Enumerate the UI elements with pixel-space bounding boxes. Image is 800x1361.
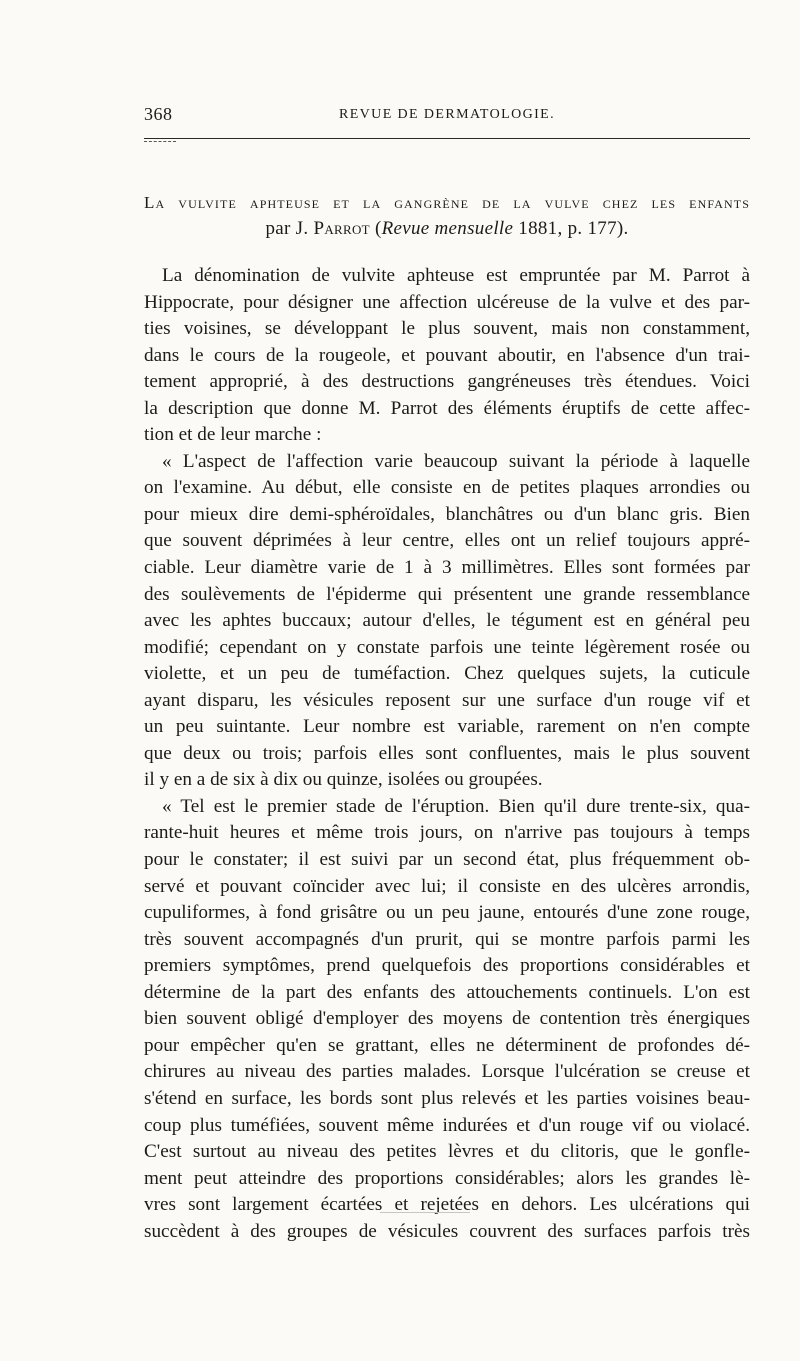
page-number: 368 <box>144 104 173 124</box>
text-line: que deux ou trois; parfois elles sont confluentes, mais le plus souvent <box>144 742 750 764</box>
text-line: succèdent à des groupes de vésicules couvrent des surfaces parfois très <box>144 1220 750 1242</box>
source-open: ( <box>369 218 382 239</box>
text-line: C'est surtout au niveau des petites lèvres et du clitoris, que le gonfle- <box>144 1141 750 1163</box>
header-rule <box>144 138 750 139</box>
author-name: Parrot <box>313 218 370 239</box>
text-line: bien souvent obligé d'employer des moyens de contention très énergiques <box>144 1008 750 1030</box>
text-line: coup plus tuméfiées, souvent même indurées et d'un rouge vif ou violacé. <box>144 1114 750 1136</box>
byline-prefix: par J. <box>265 218 314 239</box>
text-line: violette, et un peu de tuméfaction. Chez quelques sujets, la cuticule <box>144 663 750 685</box>
text-line: ment peut atteindre des proportions considérables; alors les grandes lè- <box>144 1167 750 1189</box>
text-line: la description que donne M. Parrot des éléments éruptifs de cette affec- <box>144 397 750 419</box>
header-rule-mark <box>144 141 176 142</box>
text-line: s'étend en surface, les bords sont plus relevés et les parties voisines beau- <box>144 1087 750 1109</box>
text-line: un peu suintante. Leur nombre est variable, rarement on n'en compte <box>144 716 750 738</box>
text-line: détermine de la part des enfants des attouchements continuels. L'on est <box>144 981 750 1003</box>
text-line: très souvent accompagnés d'un prurit, qui se montre parfois parmi les <box>144 928 750 950</box>
text-line: ties voisines, se développant le plus souvent, mais non constamment, <box>144 318 750 340</box>
text-line: servé et pouvant coïncider avec lui; il consiste en des ulcères arrondis, <box>144 875 750 897</box>
text-line: « Tel est le premier stade de l'éruption. Bien qu'il dure trente-six, qua- <box>162 795 750 817</box>
text-line: ayant disparu, les vésicules reposent sur une surface d'un rouge vif et <box>144 689 750 711</box>
article-title-line: La vulvite aphteuse et la gangrène de la vulve chez les enfants <box>144 193 750 212</box>
text-line: « L'aspect de l'affection varie beaucoup suivant la période à laquelle <box>162 450 750 472</box>
text-line: que souvent déprimées à leur centre, elles ont un relief toujours appré- <box>144 530 750 552</box>
text-line: modifié; cependant on y constate parfois une teinte légèrement rosée ou <box>144 636 750 658</box>
source-journal: Revue mensuelle <box>381 218 514 239</box>
text-line: avec les aphtes buccaux; autour d'elles, le tégument est en général peu <box>144 610 750 632</box>
text-line: ciable. Leur diamètre varie de 1 à 3 millimètres. Elles sont formées par <box>144 557 750 579</box>
text-line: on l'examine. Au début, elle consiste en de petites plaques arrondies ou <box>144 477 750 499</box>
text-line: premiers symptômes, prend quelquefois des proportions considérables et <box>144 955 750 977</box>
text-line: pour mieux dire demi-sphéroïdales, blanchâtres ou d'un blanc gris. Bien <box>144 503 750 525</box>
text-line: tion et de leur marche : <box>144 424 322 446</box>
text-line: chirures au niveau des parties malades. Lorsque l'ulcération se creuse et <box>144 1061 750 1083</box>
text-line: des soulèvements de l'épiderme qui présentent une grande ressemblance <box>144 583 750 605</box>
text-line: vres sont largement écartées et rejetées en dehors. Les ulcérations qui <box>144 1194 750 1216</box>
text-line: pour le constater; il est suivi par un second état, plus fréquemment ob- <box>144 849 750 871</box>
article-byline <box>144 216 750 242</box>
bottom-mark <box>380 1212 470 1213</box>
article-title <box>144 190 750 242</box>
text-line: rante-huit heures et même trois jours, on n'arrive pas toujours à temps <box>144 822 750 844</box>
source-details: 1881, p. 177). <box>513 218 629 239</box>
text-line: cupuliformes, à fond grisâtre ou un peu jaune, entourés d'une zone rouge, <box>144 902 750 924</box>
running-title: REVUE DE DERMATOLOGIE. <box>338 107 556 122</box>
text-line: pour empêcher qu'en se grattant, elles ne déterminent de profondes dé- <box>144 1034 750 1056</box>
text-line: Hippocrate, pour désigner une affection ulcéreuse de la vulve et des par- <box>144 291 750 313</box>
text-line: dans le cours de la rougeole, et pouvant aboutir, en l'absence d'un trai- <box>144 344 750 366</box>
text-line: La dénomination de vulvite aphteuse est empruntée par M. Parrot à <box>162 265 750 286</box>
text-line: tement approprié, à des destructions gangréneuses très étendues. Voici <box>144 371 750 393</box>
text-line: il y en a de six à dix ou quinze, isolées ou groupées. <box>144 769 543 791</box>
article-body <box>144 263 750 1245</box>
